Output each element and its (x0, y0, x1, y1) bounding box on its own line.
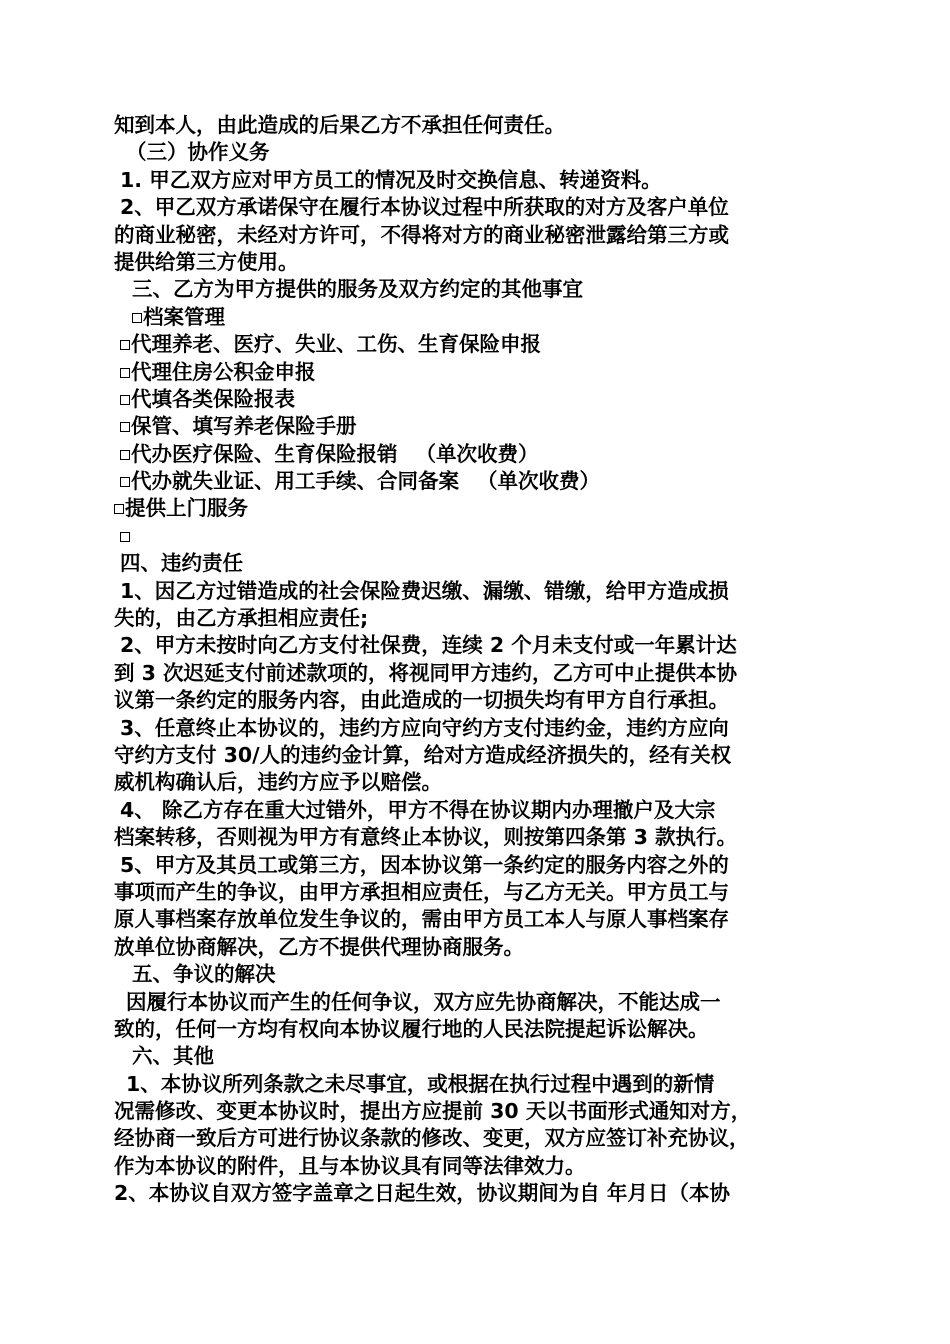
paragraph-line: 况需修改、变更本协议时，提出方应提前 30 天以书面形式通知对方， (114, 1099, 752, 1124)
paragraph-line: 4、 除乙方存在重大过错外，甲方不得在协议期内办理撤户及大宗 (120, 797, 716, 822)
checkbox-icon (120, 395, 130, 405)
checklist-item (114, 413, 844, 440)
checklist-label: 提供上门服务 (125, 496, 248, 521)
checklist-label: 代办就失业证、用工手续、合同备案 (131, 469, 459, 494)
section-heading-cooperation: （三）协作义务 (126, 140, 270, 165)
checklist-item (114, 468, 844, 495)
paragraph-line: 经协商一致后方可进行协议条款的修改、变更，双方应签订补充协议， (114, 1126, 750, 1151)
checklist-item (114, 386, 844, 413)
paragraph-line: 提供给第三方使用。 (114, 249, 299, 274)
paragraph-line: 失的，由乙方承担相应责任; (114, 606, 369, 631)
checkbox-icon (120, 422, 130, 432)
checklist-item (114, 304, 844, 331)
paragraph-line: 5、甲方及其员工或第三方，因本协议第一条约定的服务内容之外的 (120, 852, 729, 877)
paragraph-line: 1、本协议所列条款之未尽事宜，或根据在执行过程中遇到的新情 (126, 1071, 715, 1096)
checklist-item (114, 441, 844, 468)
paragraph-line: 2、甲方未按时向乙方支付社保费，连续 2 个月未支付或一年累计达 (120, 633, 737, 658)
checkbox-icon (132, 313, 142, 323)
paragraph-line: 知到本人，由此造成的后果乙方不承担任何责任。 (114, 113, 565, 137)
checkbox-icon (120, 477, 130, 487)
paragraph-line: 作为本协议的附件，且与本协议具有同等法律效力。 (114, 1153, 586, 1178)
checklist-note: （单次收费） (415, 441, 539, 466)
checklist-label: 代填各类保险报表 (131, 386, 295, 411)
checklist-note: （单次收费） (477, 469, 600, 494)
paragraph-line: 议第一条约定的服务内容，由此造成的一切损失均有甲方自行承担。 (114, 688, 729, 713)
section-heading-other: 六、其他 (132, 1044, 214, 1069)
checkbox-icon (120, 368, 130, 378)
paragraph-line: 放单位协商解决，乙方不提供代理协商服务。 (114, 934, 524, 959)
paragraph-line: 致的，任何一方均有权向本协议履行地的人民法院提起诉讼解决。 (114, 1016, 709, 1041)
document-body (114, 112, 844, 1208)
paragraph-line: 因履行本协议而产生的任何争议，双方应先协商解决，不能达成一 (126, 989, 721, 1014)
paragraph-line: 3、任意终止本协议的，违约方应向守约方支付违约金，违约方应向 (120, 715, 729, 740)
paragraph-line: 1. 甲乙双方应对甲方员工的情况及时交换信息、转递资料。 (120, 167, 662, 192)
checklist-item (114, 331, 844, 358)
section-heading-disputes: 五、争议的解决 (132, 962, 276, 987)
paragraph-line: 威机构确认后，违约方应予以赔偿。 (114, 770, 442, 795)
checkbox-icon (114, 504, 124, 514)
checklist-item (114, 359, 844, 386)
checkbox-icon (120, 340, 130, 350)
paragraph-line: 档案转移，否则视为甲方有意终止本协议，则按第四条第 3 款执行。 (114, 825, 738, 850)
paragraph-line: 2、甲乙双方承诺保守在履行本协议过程中所获取的对方及客户单位 (120, 195, 729, 220)
checklist-label: 代理住房公积金申报 (131, 359, 316, 384)
paragraph-line: 2、本协议自双方签字盖章之日起生效，协议期间为自 年月日（本协 (114, 1181, 730, 1206)
paragraph-line: 的商业秘密，未经对方许可，不得将对方的商业秘密泄露给第三方或 (114, 222, 729, 247)
section-heading-services: 三、乙方为甲方提供的服务及双方约定的其他事宜 (132, 277, 583, 302)
checklist-item-empty (114, 523, 844, 550)
paragraph-line: 原人事档案存放单位发生争议的，需由甲方员工本人与原人事档案存 (114, 907, 729, 932)
checklist-label: 档案管理 (143, 304, 225, 329)
checkbox-icon (120, 532, 130, 542)
paragraph-line: 1、因乙方过错造成的社会保险费迟缴、漏缴、错缴，给甲方造成损 (120, 578, 729, 603)
paragraph-line: 到 3 次迟延支付前述款项的，将视同甲方违约，乙方可中止提供本协 (114, 660, 738, 685)
checklist-item (114, 495, 844, 522)
checkbox-icon (120, 450, 130, 460)
paragraph-line: 事项而产生的争议，由甲方承担相应责任，与乙方无关。甲方员工与 (114, 879, 729, 904)
paragraph-line: 守约方支付 30/人的违约金计算，给对方造成经济损失的，经有关权 (114, 742, 732, 767)
section-heading-breach: 四、违约责任 (120, 551, 243, 576)
checklist-label: 代办医疗保险、生育保险报销 (131, 441, 398, 466)
checklist-label: 保管、填写养老保险手册 (131, 414, 357, 439)
checklist-label: 代理养老、医疗、失业、工伤、生育保险申报 (131, 332, 541, 357)
